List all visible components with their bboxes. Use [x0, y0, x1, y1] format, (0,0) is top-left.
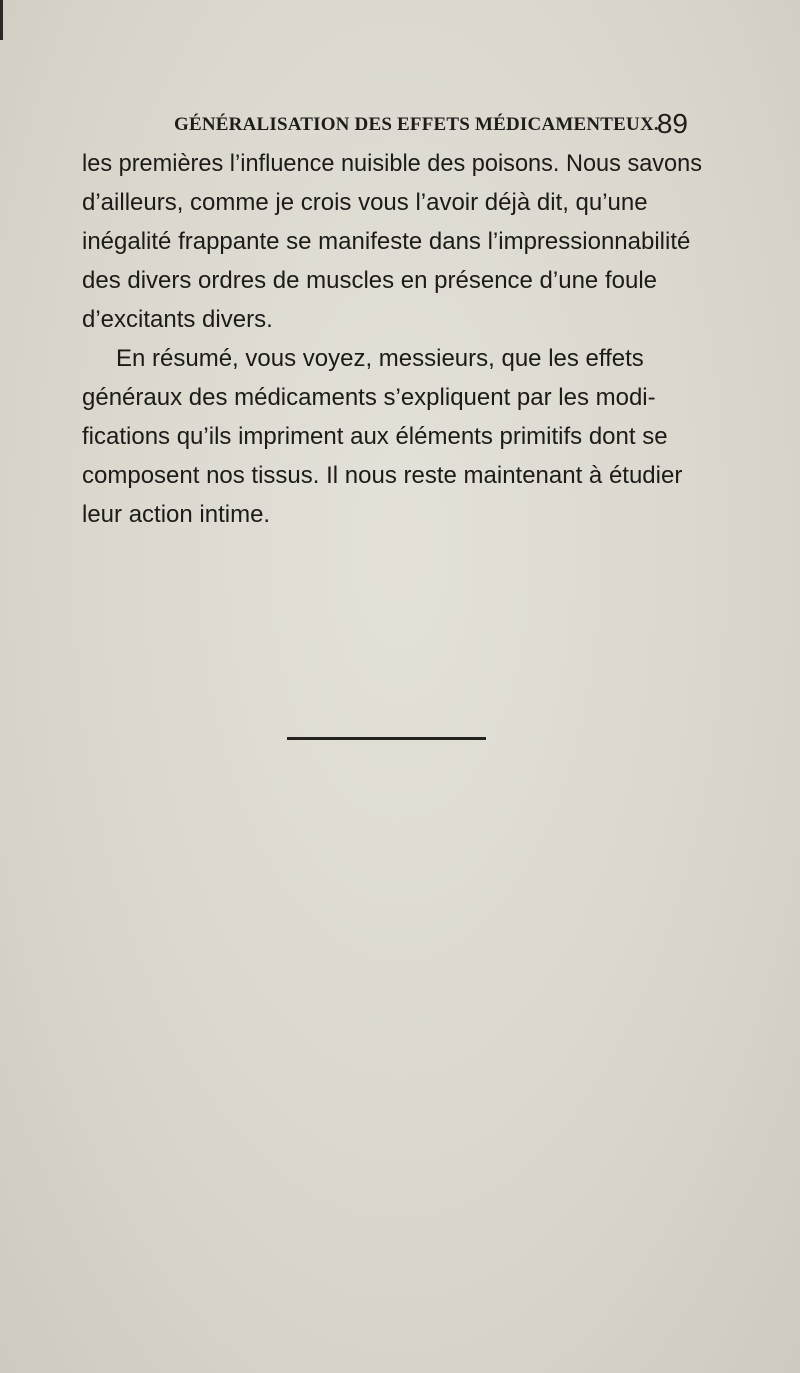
section-separator-rule	[287, 737, 486, 740]
text-line: des divers ordres de muscles en présence d’une foule	[82, 267, 657, 294]
page-edge-mark	[0, 0, 3, 40]
text-line: d’ailleurs, comme je crois vous l’avoir déjà dit, qu’une	[82, 189, 648, 216]
body-text	[82, 144, 702, 534]
running-head	[148, 108, 688, 138]
text-line: inégalité frappante se manifeste dans l’impressionnabilité	[82, 228, 691, 255]
text-line: composent nos tissus. Il nous reste maintenant à étudier	[82, 462, 683, 489]
text-line: leur action intime.	[82, 501, 271, 528]
running-title: GÉNÉRALISATION DES EFFETS MÉDICAMENTEUX.	[174, 114, 659, 135]
paragraph-start-line: En résumé, vous voyez, messieurs, que les effets	[116, 345, 644, 372]
text-line: les premières l’influence nuisible des poisons. Nous savons	[82, 150, 703, 177]
text-line: fications qu’ils impriment aux éléments primitifs dont se	[82, 423, 668, 450]
page-number: 89	[656, 108, 688, 139]
text-line: généraux des médicaments s’expliquent par les modi-	[82, 384, 656, 411]
text-line: d’excitants divers.	[82, 306, 273, 333]
